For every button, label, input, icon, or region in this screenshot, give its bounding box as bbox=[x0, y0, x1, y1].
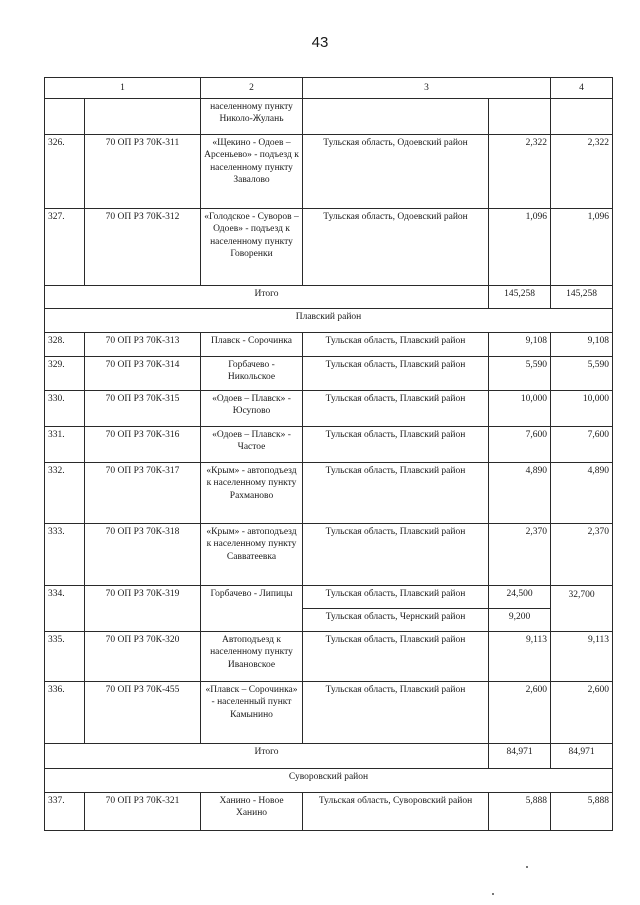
road-name: «Щекино - Одоев – Арсеньево» - подъезд к населенному пункту Завалово bbox=[201, 135, 303, 209]
road-name: «Одоев – Плавск» - Частое bbox=[201, 427, 303, 463]
table-row bbox=[45, 586, 613, 609]
road-location: Тульская область, Плавский район bbox=[303, 333, 489, 357]
total-value: 84,971 bbox=[551, 744, 613, 769]
continuation-row bbox=[45, 99, 613, 135]
row-number: 333. bbox=[45, 524, 85, 586]
length-total: 32,700 bbox=[551, 586, 613, 632]
length-total: 2,370 bbox=[551, 524, 613, 586]
total-value: 145,258 bbox=[489, 286, 551, 309]
district-heading: Плавский район bbox=[45, 309, 613, 333]
road-name: населенному пункту Николо-Жулань bbox=[201, 99, 303, 135]
page-number: 43 bbox=[311, 34, 329, 51]
road-id: 70 ОП РЗ 70К-314 bbox=[85, 357, 201, 391]
road-name: Автоподъезд к населенному пункту Ивановское bbox=[201, 632, 303, 682]
total-value: 84,971 bbox=[489, 744, 551, 769]
road-name: «Крым» - автоподъезд к населенному пункту Савватеевка bbox=[201, 524, 303, 586]
column-header-row bbox=[45, 78, 613, 99]
length-total: 5,888 bbox=[551, 793, 613, 831]
length-in-location: 24,500 bbox=[489, 586, 551, 609]
table-row bbox=[45, 427, 613, 463]
road-location: Тульская область, Плавский район bbox=[303, 391, 489, 427]
road-location: Тульская область, Плавский район bbox=[303, 427, 489, 463]
road-name: Горбачево - Липицы bbox=[201, 586, 303, 632]
column-header-2: 2 bbox=[201, 78, 303, 99]
column-header-1: 1 bbox=[45, 78, 201, 99]
length-in-location: 10,000 bbox=[489, 391, 551, 427]
road-location: Тульская область, Плавский район bbox=[303, 682, 489, 744]
road-name: «Крым» - автоподъезд к населенному пункту Рахманово bbox=[201, 463, 303, 524]
road-name: «Плавск – Сорочинка» - населенный пункт Камынино bbox=[201, 682, 303, 744]
row-number: 336. bbox=[45, 682, 85, 744]
length-total: 7,600 bbox=[551, 427, 613, 463]
road-name: Ханино - Новое Ханино bbox=[201, 793, 303, 831]
road-id: 70 ОП РЗ 70К-311 bbox=[85, 135, 201, 209]
road-id: 70 ОП РЗ 70К-316 bbox=[85, 427, 201, 463]
road-id: 70 ОП РЗ 70К-319 bbox=[85, 586, 201, 632]
length-in-location: 9,200 bbox=[489, 609, 551, 632]
road-location: Тульская область, Плавский район bbox=[303, 632, 489, 682]
total-value: 145,258 bbox=[551, 286, 613, 309]
road-location: Тульская область, Суворовский район bbox=[303, 793, 489, 831]
length-total: 5,590 bbox=[551, 357, 613, 391]
row-number: 330. bbox=[45, 391, 85, 427]
row-number: 335. bbox=[45, 632, 85, 682]
road-location: Тульская область, Плавский район bbox=[303, 463, 489, 524]
road-id: 70 ОП РЗ 70К-320 bbox=[85, 632, 201, 682]
table-row bbox=[45, 333, 613, 357]
road-name: Плавск - Сорочинка bbox=[201, 333, 303, 357]
table-row bbox=[45, 463, 613, 524]
length-in-location: 2,600 bbox=[489, 682, 551, 744]
road-name: Горбачево - Никольское bbox=[201, 357, 303, 391]
road-id: 70 ОП РЗ 70К-315 bbox=[85, 391, 201, 427]
length-in-location: 7,600 bbox=[489, 427, 551, 463]
length-in-location: 2,370 bbox=[489, 524, 551, 586]
road-id: 70 ОП РЗ 70К-312 bbox=[85, 209, 201, 286]
total-label: Итого bbox=[45, 286, 489, 309]
table-row bbox=[45, 524, 613, 586]
road-id: 70 ОП РЗ 70К-317 bbox=[85, 463, 201, 524]
row-number: 328. bbox=[45, 333, 85, 357]
length-total: 1,096 bbox=[551, 209, 613, 286]
table-row bbox=[45, 632, 613, 682]
row-number: 334. bbox=[45, 586, 85, 632]
total-row bbox=[45, 744, 613, 769]
table-row bbox=[45, 391, 613, 427]
length-in-location: 5,888 bbox=[489, 793, 551, 831]
row-number: 332. bbox=[45, 463, 85, 524]
road-name: «Голодское - Суворов – Одоев» - подъезд к населенному пункту Говоренки bbox=[201, 209, 303, 286]
road-id: 70 ОП РЗ 70К-455 bbox=[85, 682, 201, 744]
row-number: 326. bbox=[45, 135, 85, 209]
road-location: Тульская область, Плавский район bbox=[303, 524, 489, 586]
row-number: 337. bbox=[45, 793, 85, 831]
length-total: 4,890 bbox=[551, 463, 613, 524]
column-header-3: 3 bbox=[303, 78, 551, 99]
row-number: 327. bbox=[45, 209, 85, 286]
column-header-4: 4 bbox=[551, 78, 613, 99]
scan-mark bbox=[492, 893, 494, 895]
district-heading: Суворовский район bbox=[45, 769, 613, 793]
row-number: 329. bbox=[45, 357, 85, 391]
total-row bbox=[45, 286, 613, 309]
length-total: 9,108 bbox=[551, 333, 613, 357]
road-location: Тульская область, Одоевский район bbox=[303, 209, 489, 286]
road-location: Тульская область, Плавский район bbox=[303, 357, 489, 391]
road-id: 70 ОП РЗ 70К-318 bbox=[85, 524, 201, 586]
road-location: Тульская область, Чернский район bbox=[303, 609, 489, 632]
road-location: Тульская область, Одоевский район bbox=[303, 135, 489, 209]
table-row bbox=[45, 793, 613, 831]
road-id: 70 ОП РЗ 70К-313 bbox=[85, 333, 201, 357]
length-total: 9,113 bbox=[551, 632, 613, 682]
district-heading-row bbox=[45, 769, 613, 793]
scan-mark bbox=[526, 866, 528, 868]
length-in-location: 2,322 bbox=[489, 135, 551, 209]
length-in-location: 1,096 bbox=[489, 209, 551, 286]
length-total: 2,322 bbox=[551, 135, 613, 209]
district-heading-row bbox=[45, 309, 613, 333]
road-id: 70 ОП РЗ 70К-321 bbox=[85, 793, 201, 831]
length-in-location: 5,590 bbox=[489, 357, 551, 391]
length-in-location: 9,113 bbox=[489, 632, 551, 682]
road-location: Тульская область, Плавский район bbox=[303, 586, 489, 609]
road-register-table bbox=[44, 77, 613, 831]
table-row bbox=[45, 357, 613, 391]
table-row bbox=[45, 682, 613, 744]
length-total: 2,600 bbox=[551, 682, 613, 744]
length-in-location: 4,890 bbox=[489, 463, 551, 524]
table-row bbox=[45, 209, 613, 286]
road-name: «Одоев – Плавск» - Юсупово bbox=[201, 391, 303, 427]
total-label: Итого bbox=[45, 744, 489, 769]
length-in-location: 9,108 bbox=[489, 333, 551, 357]
table-row bbox=[45, 135, 613, 209]
row-number: 331. bbox=[45, 427, 85, 463]
length-total: 10,000 bbox=[551, 391, 613, 427]
